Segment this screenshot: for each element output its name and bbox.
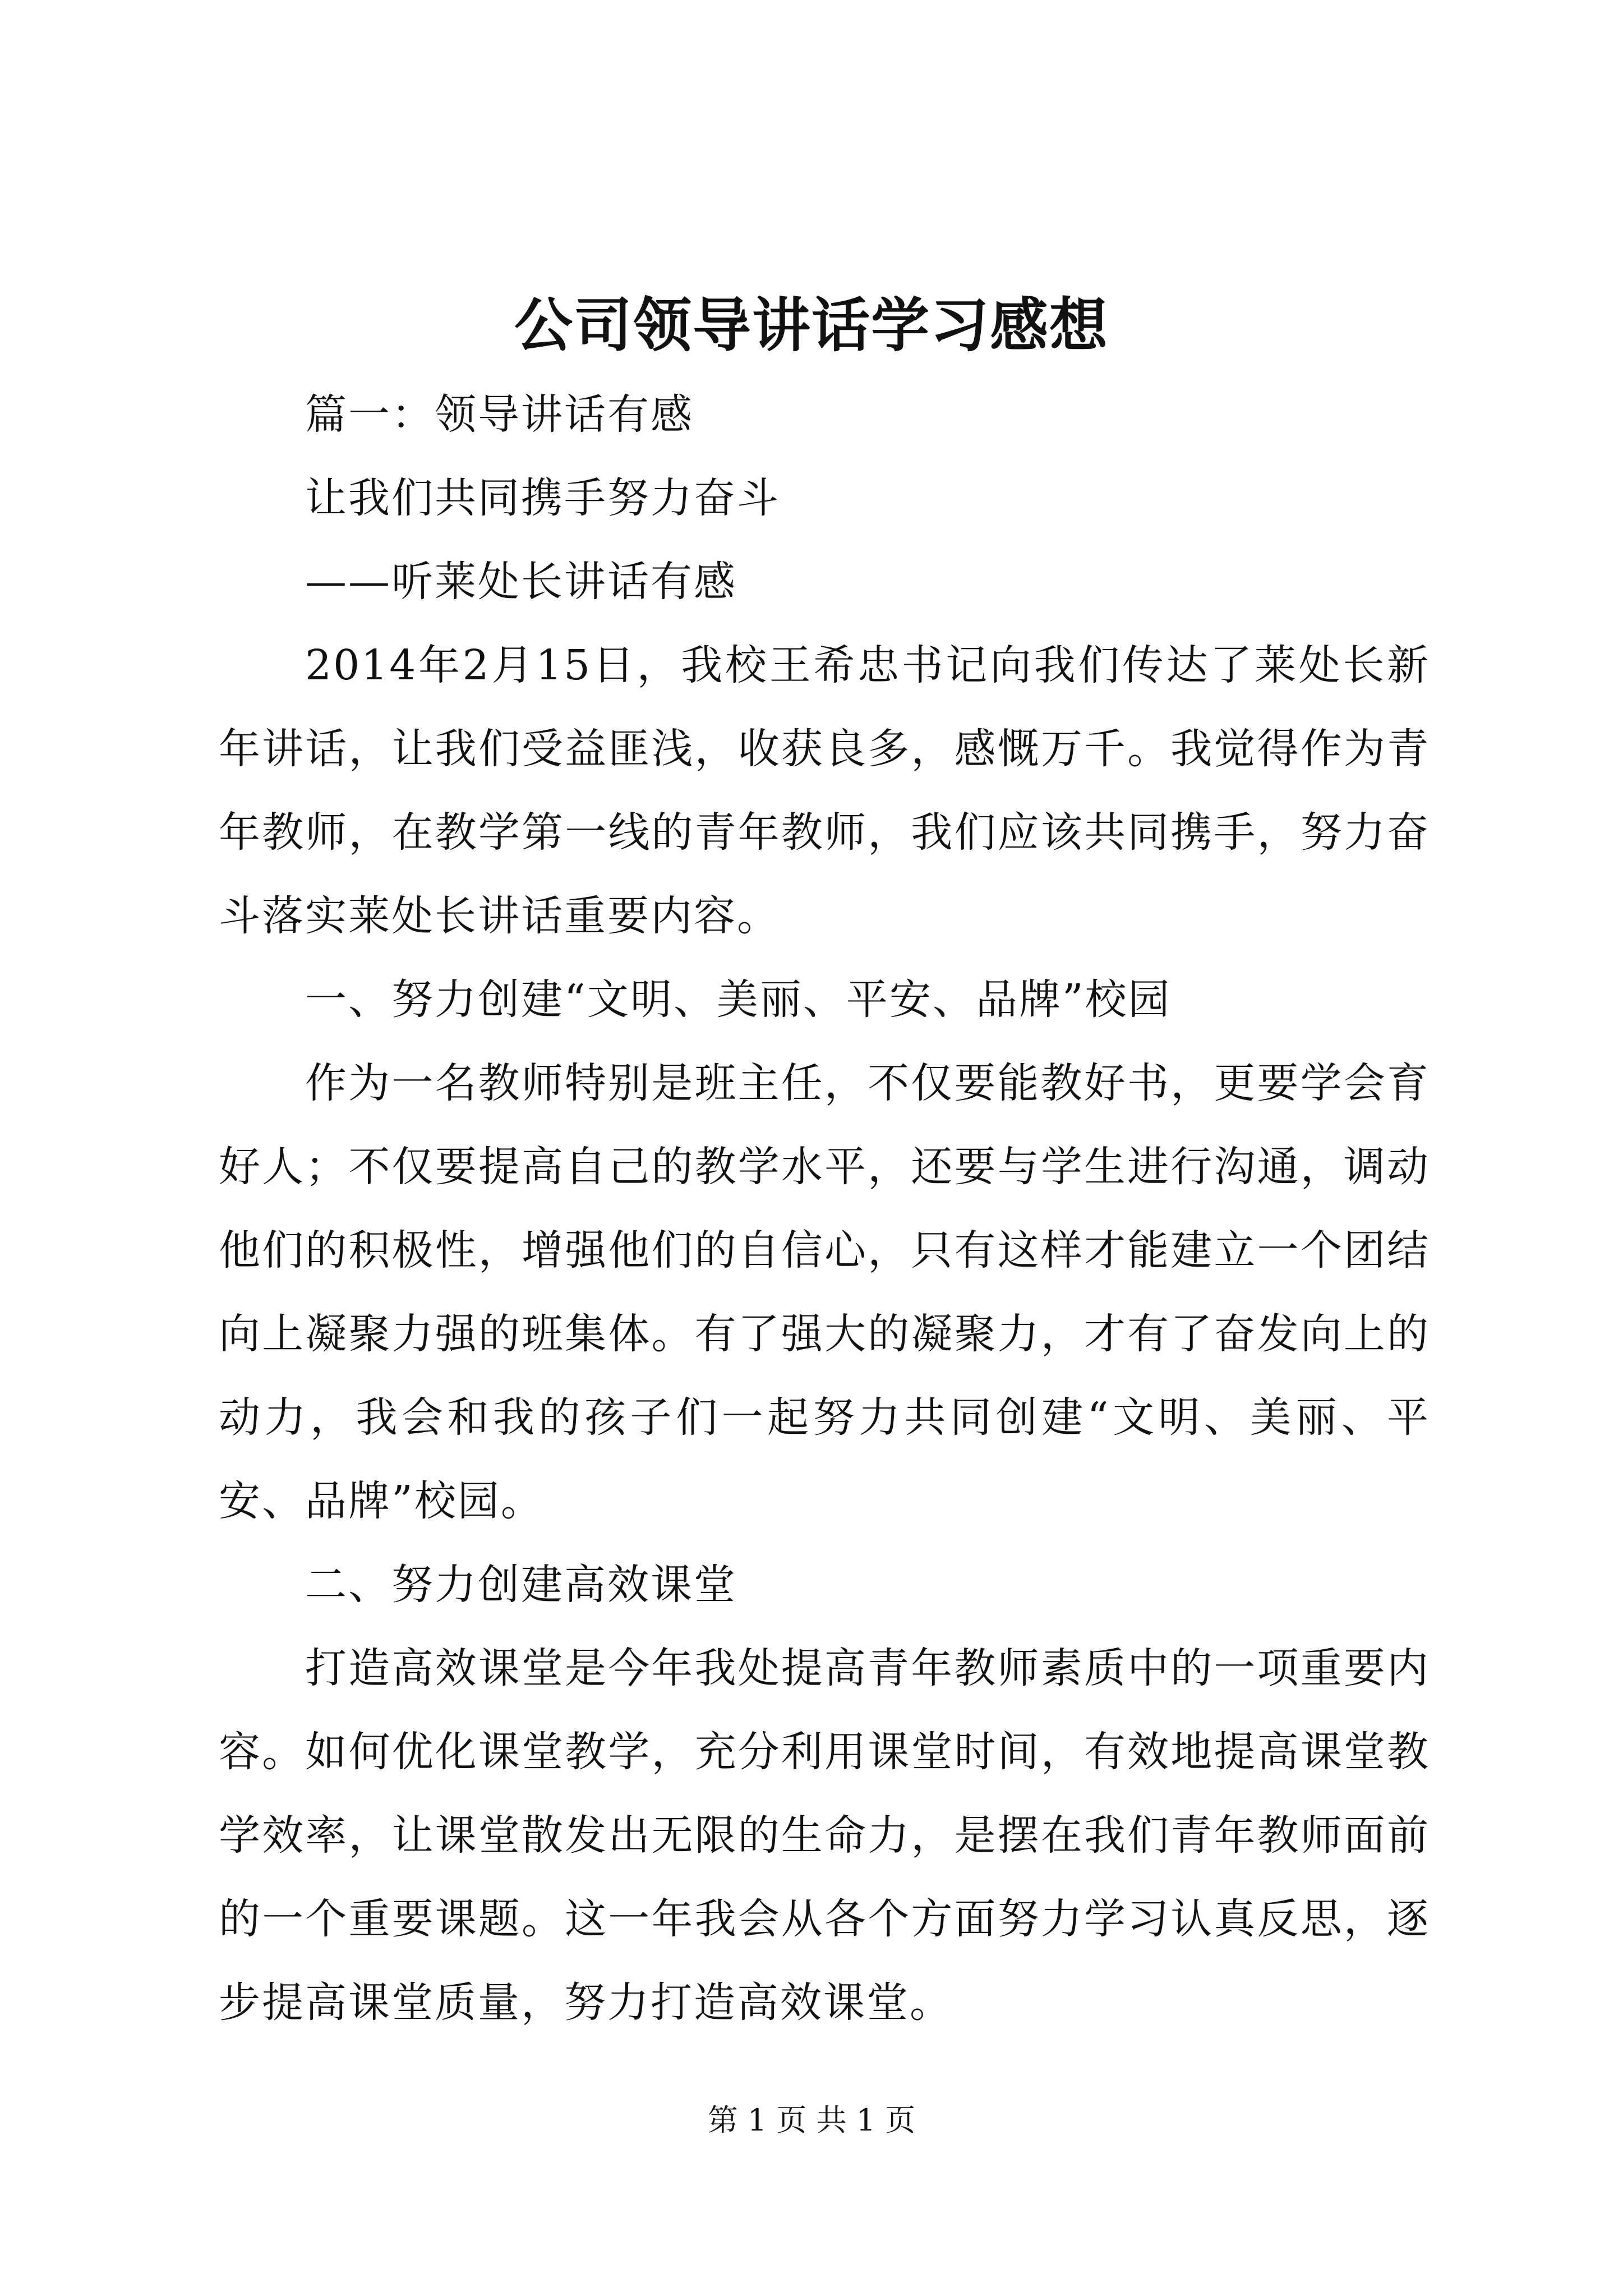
section-heading: 篇一：领导讲话有感 bbox=[305, 390, 694, 439]
body-paragraph: 2014年2月15日，我校王希忠书记向我们传达了莱处长新年讲话，让我们受益匪浅，收获良多，感慨万千。我觉得作为青年教师，在教学第一线的青年教师，我们应该共同携手，努力奋斗落实莱处长讲话重要内容。 bbox=[219, 641, 1430, 940]
article-subtitle: ——听莱处长讲话有感 bbox=[305, 558, 737, 606]
article-title: 让我们共同携手努力奋斗 bbox=[305, 474, 780, 522]
page-footer: 第 1 页 共 1 页 bbox=[707, 2102, 916, 2138]
section-heading: 一、努力创建“文明、美丽、平安、品牌”校园 bbox=[305, 976, 1172, 1024]
document-body bbox=[219, 373, 1430, 2045]
body-paragraph: 作为一名教师特别是班主任，不仅要能教好书，更要学会育好人；不仅要提高自己的教学水平，还要与学生进行沟通，调动他们的积极性，增强他们的自信心，只有这样才能建立一个团结向上凝聚力强的班集体。有了强大的凝聚力，才有了奋发向上的动力，我会和我的孩子们一起努力共同创建“文明、美丽、平安、品牌”校园。 bbox=[219, 1059, 1430, 1525]
document-title: 公司领导讲话学习感想 bbox=[514, 291, 1109, 360]
body-paragraph: 打造高效课堂是今年我处提高青年教师素质中的一项重要内容。如何优化课堂教学，充分利用课堂时间，有效地提高课堂教学效率，让课堂散发出无限的生命力，是摆在我们青年教师面前的一个重要课题。这一年我会从各个方面努力学习认真反思，逐步提高课堂质量，努力打造高效课堂。 bbox=[219, 1644, 1430, 2027]
section-heading: 二、努力创建高效课堂 bbox=[305, 1561, 737, 1609]
